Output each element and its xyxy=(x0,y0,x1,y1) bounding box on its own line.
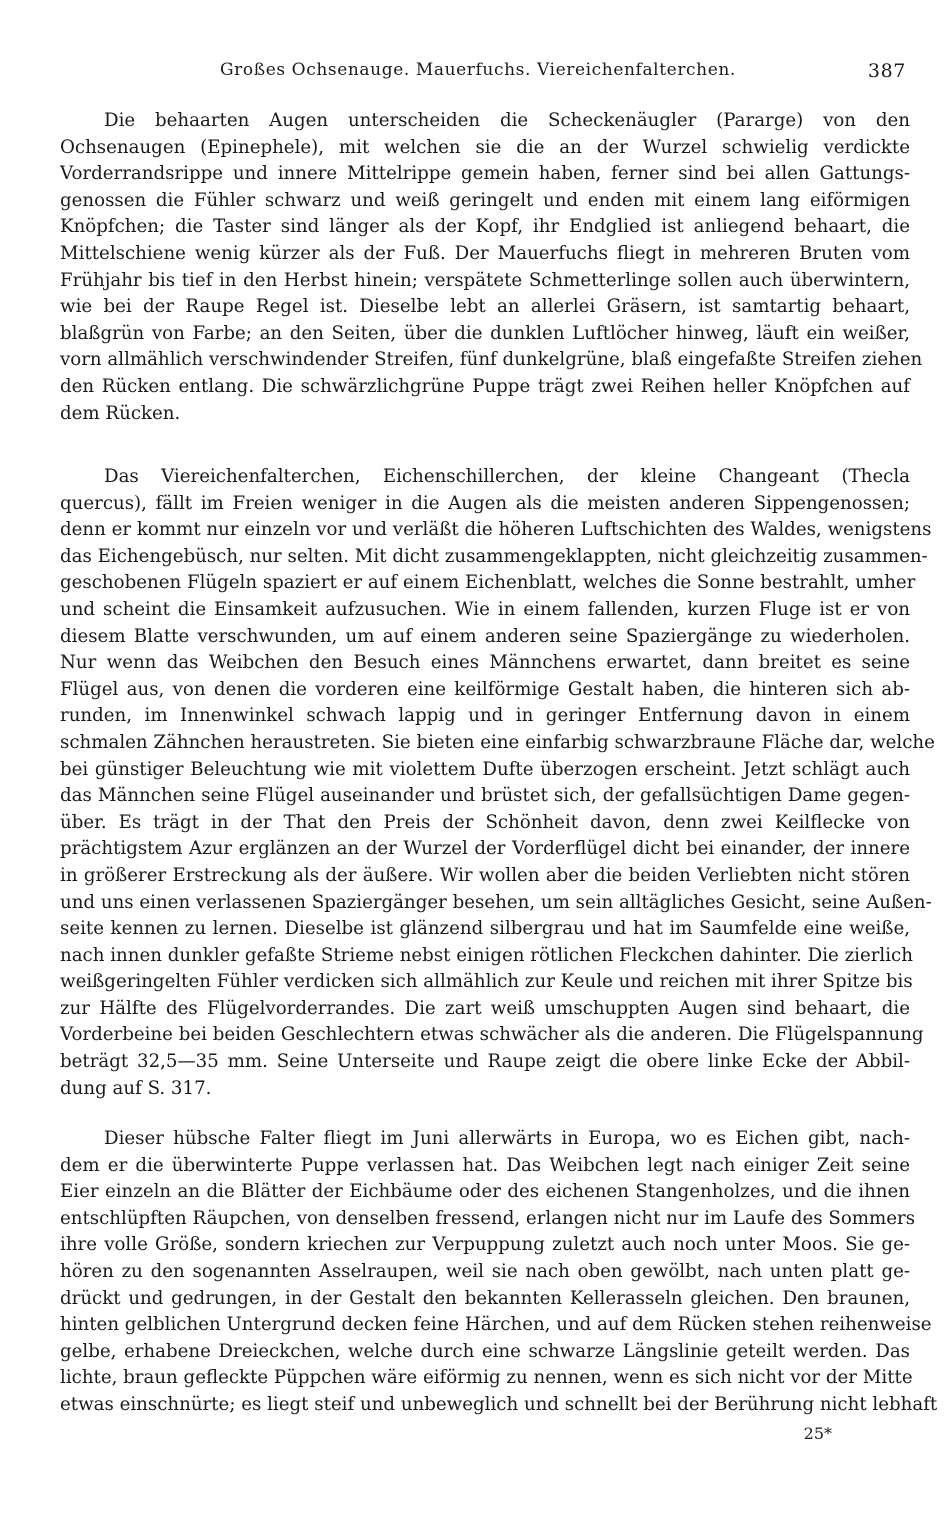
text-line: hören zu den sogenannten Asselraupen, weil sie nach oben gewölbt, nach unten platt ge- xyxy=(60,1260,910,1282)
text-line: entschlüpften Räupchen, von denselben fressend, erlangen nicht nur im Laufe des Sommers xyxy=(60,1207,916,1229)
text-line: Das Viereichenfalterchen, Eichenschillerchen, der kleine Changeant (Thecla xyxy=(104,466,910,487)
text-line: weißgeringelten Fühler verdicken sich allmählich zur Keule und reichen mit ihrer Spitze bis xyxy=(60,971,913,993)
signature-mark: 25* xyxy=(803,1424,832,1443)
text-line: dem er die überwinterte Puppe verlassen hat. Das Weibchen legt nach einiger Zeit seine xyxy=(60,1154,910,1176)
text-line: geschobenen Flügeln spaziert er auf einem Eichenblatt, welches die Sonne bestrahlt, umher xyxy=(60,572,916,594)
text-line: Die behaarten Augen unterscheiden die Scheckenäugler (Pararge) von den xyxy=(104,110,910,131)
running-header xyxy=(60,60,910,86)
text-line: Ochsenaugen (Epinephele), mit welchen sie die an der Wurzel schwielig verdickte xyxy=(60,136,910,158)
text-line: blaßgrün von Farbe; an den Seiten, über die dunklen Luftlöcher hinweg, läuft ein weißer, xyxy=(60,322,910,344)
text-line: Flügel aus, von denen die vorderen eine keilförmige Gestalt haben, die hinteren sich ab- xyxy=(60,678,910,700)
text-line: Vorderrandsrippe und innere Mittelrippe gemein haben, ferner sind bei allen Gattungs- xyxy=(60,163,910,185)
text-line: Knöpfchen; die Taster sind länger als der Kopf, ihr Endglied ist anliegend behaart, die xyxy=(60,216,910,238)
paragraph-viereichenfalterchen xyxy=(60,464,935,1102)
text-line: zur Hälfte des Flügelvorderrandes. Die zart weiß umschuppten Augen sind behaart, die xyxy=(60,997,910,1019)
text-line: denn er kommt nur einzeln vor und verläßt die höheren Luftschichten des Waldes, wenigstens xyxy=(60,519,932,541)
page-number: 387 xyxy=(867,60,906,82)
text-line: Frühjahr bis tief in den Herbst hinein; verspätete Schmetterlinge sollen auch überwintern, xyxy=(60,269,910,291)
text-line: wie bei der Raupe Regel ist. Dieselbe lebt an allerlei Gräsern, ist samtartig behaart, xyxy=(60,296,910,318)
text-line: und uns einen verlassenen Spaziergänger besehen, um sein alltägliches Gesicht, seine Außen- xyxy=(60,891,932,913)
text-line: seite kennen zu lernen. Dieselbe ist glänzend silbergrau und hat im Saumfelde eine weiße, xyxy=(60,918,910,940)
text-line: hinten gelblichen Untergrund decken feine Härchen, und auf dem Rücken stehen reihenweise xyxy=(60,1314,932,1336)
text-line: Vorderbeine bei beiden Geschlechtern etwas schwächer als die anderen. Die Flügelspannung xyxy=(60,1024,924,1046)
text-line: dung auf S. 317. xyxy=(60,1077,212,1099)
text-line: vorn allmählich verschwindender Streifen, fünf dunkelgrüne, blaß eingefaßte Streifen ziehen xyxy=(60,349,923,371)
text-line: bei günstiger Beleuchtung wie mit violettem Dufte überzogen erscheint. Jetzt schlägt auch xyxy=(60,758,910,780)
text-line: Mittelschiene wenig kürzer als der Fuß. Der Mauerfuchs fliegt in mehreren Bruten vom xyxy=(60,242,910,264)
paragraph-lebensweise xyxy=(60,1126,938,1419)
text-line: über. Es trägt in der That den Preis der Schönheit davon, denn zwei Keilflecke von xyxy=(60,811,910,833)
text-line: in größerer Erstreckung als der äußere. Wir wollen aber die beiden Verliebten nicht stören xyxy=(60,864,910,886)
paragraph-mauerfuchs xyxy=(60,108,923,427)
text-line: schmalen Zähnchen heraustreten. Sie bieten eine einfarbig schwarzbraune Fläche dar, welche xyxy=(60,731,935,753)
text-line: prächtigstem Azur erglänzen an der Wurzel der Vorderflügel dicht bei einander, der innere xyxy=(60,838,910,860)
text-line: dem Rücken. xyxy=(60,402,181,424)
text-line: drückt und gedrungen, in der Gestalt den bekannten Kellerasseln gleichen. Den braunen, xyxy=(60,1287,910,1309)
text-line: genossen die Fühler schwarz und weiß geringelt und enden mit einem lang eiförmigen xyxy=(60,189,910,211)
text-line: Nur wenn das Weibchen den Besuch eines Männchens erwartet, dann breitet es seine xyxy=(60,652,910,674)
text-line: beträgt 32,5—35 mm. Seine Unterseite und Raupe zeigt die obere linke Ecke der Abbil- xyxy=(60,1051,910,1073)
text-line: Eier einzeln an die Blätter der Eichbäume oder des eichenen Stangenholzes, und die ihnen xyxy=(60,1181,910,1203)
text-line: diesem Blatte verschwunden, um auf einem anderen seine Spaziergänge zu wiederholen. xyxy=(60,625,910,647)
text-line: quercus), fällt im Freien weniger in die Augen als die meisten anderen Sippengenossen; xyxy=(60,492,910,514)
text-line: den Rücken entlang. Die schwärzlichgrüne Puppe trägt zwei Reihen heller Knöpfchen auf xyxy=(60,375,910,397)
text-line: lichte, braun gefleckte Püppchen wäre eiförmig zu nennen, wenn es sich nicht vor der Mitte xyxy=(60,1367,913,1389)
text-line: das Eichengebüsch, nur selten. Mit dicht zusammengeklappten, nicht gleichzeitig zusammen- xyxy=(60,545,928,567)
text-line: etwas einschnürte; es liegt steif und unbeweglich und schnellt bei der Berührung nicht lebhaft xyxy=(60,1393,938,1415)
text-line: runden, im Innenwinkel schwach lappig und in geringer Entfernung davon in einem xyxy=(60,705,910,727)
text-line: und scheint die Einsamkeit aufzusuchen. Wie in einem fallenden, kurzen Fluge ist er von xyxy=(60,598,910,620)
text-line: gelbe, erhabene Dreieckchen, welche durch eine schwarze Längslinie geteilt werden. Das xyxy=(60,1340,910,1362)
text-line: das Männchen seine Flügel auseinander und brüstet sich, der gefallsüchtigen Dame gegen- xyxy=(60,785,910,807)
running-title: Großes Ochsenauge. Mauerfuchs. Viereichenfalterchen. xyxy=(220,60,736,80)
text-line: nach innen dunkler gefaßte Strieme nebst einigen rötlichen Fleckchen dahinter. Die zierlich xyxy=(60,944,913,966)
text-line: ihre volle Größe, sondern kriechen zur Verpuppung zuletzt auch noch unter Moos. Sie ge- xyxy=(60,1234,910,1256)
text-line: Dieser hübsche Falter fliegt im Juni allerwärts in Europa, wo es Eichen gibt, nach- xyxy=(104,1128,910,1149)
